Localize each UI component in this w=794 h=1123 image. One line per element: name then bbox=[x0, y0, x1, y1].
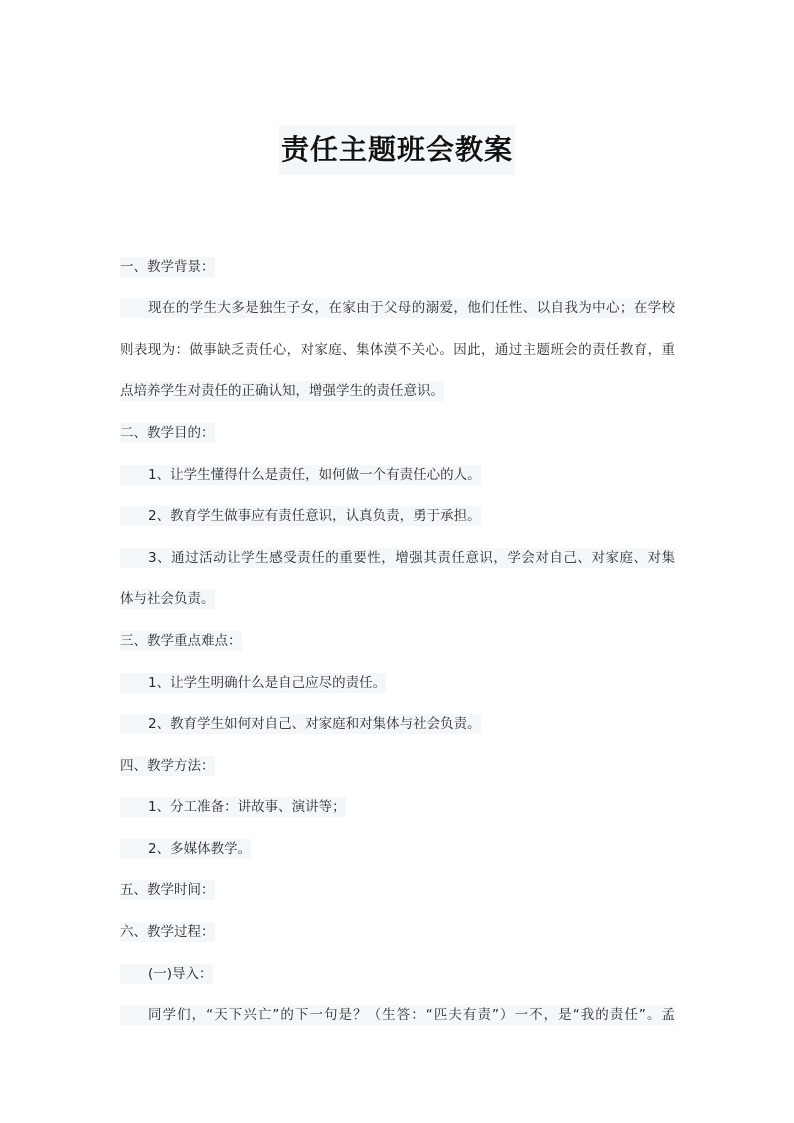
subsection-heading: (一)导入： bbox=[120, 964, 213, 984]
list-item: 2、教育学生如何对自己、对家庭和对集体与社会负责。 bbox=[120, 714, 481, 734]
list-item: 1、让学生懂得什么是责任，如何做一个有责任心的人。 bbox=[120, 465, 481, 485]
section-heading-methods: 四、教学方法： bbox=[120, 758, 215, 774]
paragraph-line: 体与社会负责。 bbox=[120, 591, 215, 607]
paragraph-line: 同学们，“天下兴亡”的下一句是？（生答：“匹夫有责”）一不，是“我的责任”。孟 bbox=[120, 1005, 675, 1025]
list-item: 2、多媒体教学。 bbox=[120, 839, 251, 859]
list-item: 1、让学生明确什么是自己应尽的责任。 bbox=[120, 673, 386, 693]
section-heading-goals: 二、教学目的： bbox=[120, 425, 215, 441]
section-heading-key-points: 三、教学重点难点： bbox=[120, 633, 242, 649]
paragraph-line: 点培养学生对责任的正确认知，增强学生的责任意识。 bbox=[120, 383, 444, 399]
section-heading-process: 六、教学过程： bbox=[120, 924, 215, 940]
paragraph-line: 则表现为：做事缺乏责任心，对家庭、集体漠不关心。因此，通过主题班会的责任教育，重 bbox=[120, 342, 675, 358]
list-item: 2、教育学生做事应有责任意识，认真负责，勇于承担。 bbox=[120, 506, 481, 526]
paragraph-line: 现在的学生大多是独生子女，在家由于父母的溺爱，他们任性、以自我为中心；在学校 bbox=[120, 298, 675, 318]
list-item: 1、分工准备：讲故事、演讲等； bbox=[120, 797, 346, 817]
document-title: 责任主题班会教案 bbox=[279, 125, 515, 175]
list-item: 3、通过活动让学生感受责任的重要性，增强其责任意识，学会对自己、对家庭、对集 bbox=[120, 548, 675, 568]
section-heading-time: 五、教学时间： bbox=[120, 882, 215, 898]
section-heading-background: 一、教学背景： bbox=[120, 259, 215, 275]
